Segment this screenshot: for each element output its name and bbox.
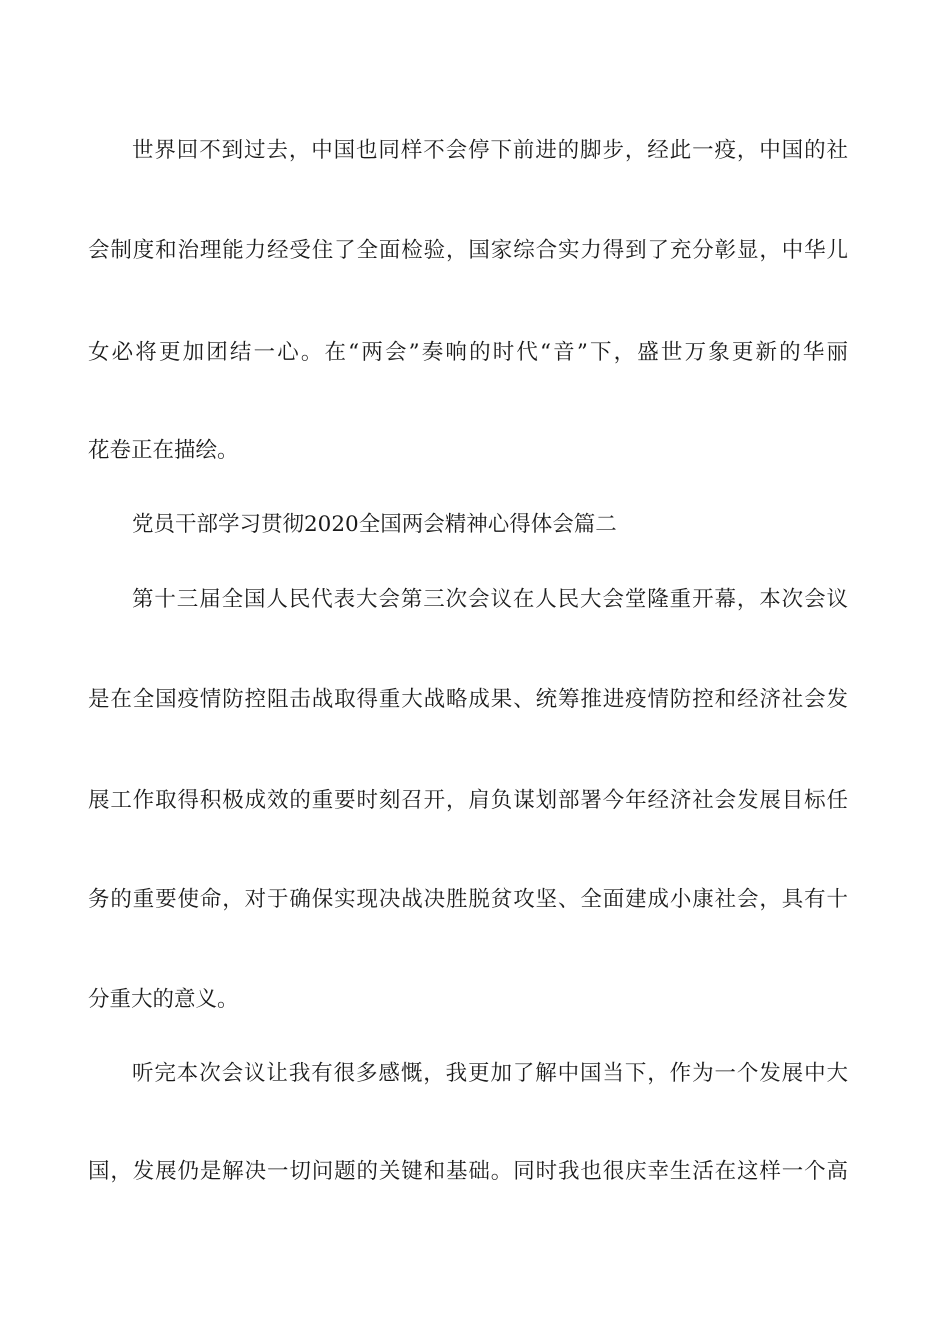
section-heading: 党员干部学习贯彻2020全国两会精神心得体会篇二 xyxy=(132,512,617,537)
paragraph-1-line-2: 会制度和治理能力经受住了全面检验，国家综合实力得到了充分彰显，中华儿 xyxy=(88,238,848,263)
paragraph-2-line-4: 务的重要使命，对于确保实现决战决胜脱贫攻坚、全面建成小康社会，具有十 xyxy=(88,887,848,912)
paragraph-2-line-3: 展工作取得积极成效的重要时刻召开，肩负谋划部署今年经济社会发展目标任 xyxy=(88,788,848,813)
paragraph-3-line-2: 国，发展仍是解决一切问题的关键和基础。同时我也很庆幸生活在这样一个高 xyxy=(88,1159,848,1184)
paragraph-1-line-3: 女必将更加团结一心。在“两会”奏响的时代“音”下，盛世万象更新的华丽 xyxy=(88,340,848,365)
paragraph-3-line-1: 听完本次会议让我有很多感慨，我更加了解中国当下，作为一个发展中大 xyxy=(132,1061,848,1086)
paragraph-2-line-5: 分重大的意义。 xyxy=(88,987,239,1012)
paragraph-2-line-2: 是在全国疫情防控阻击战取得重大战略成果、统筹推进疫情防控和经济社会发 xyxy=(88,687,848,712)
paragraph-2-line-1: 第十三届全国人民代表大会第三次会议在人民大会堂隆重开幕，本次会议 xyxy=(132,587,848,612)
paragraph-1-line-4: 花卷正在描绘。 xyxy=(88,438,239,463)
paragraph-1-line-1: 世界回不到过去，中国也同样不会停下前进的脚步，经此一疫，中国的社 xyxy=(132,138,848,163)
